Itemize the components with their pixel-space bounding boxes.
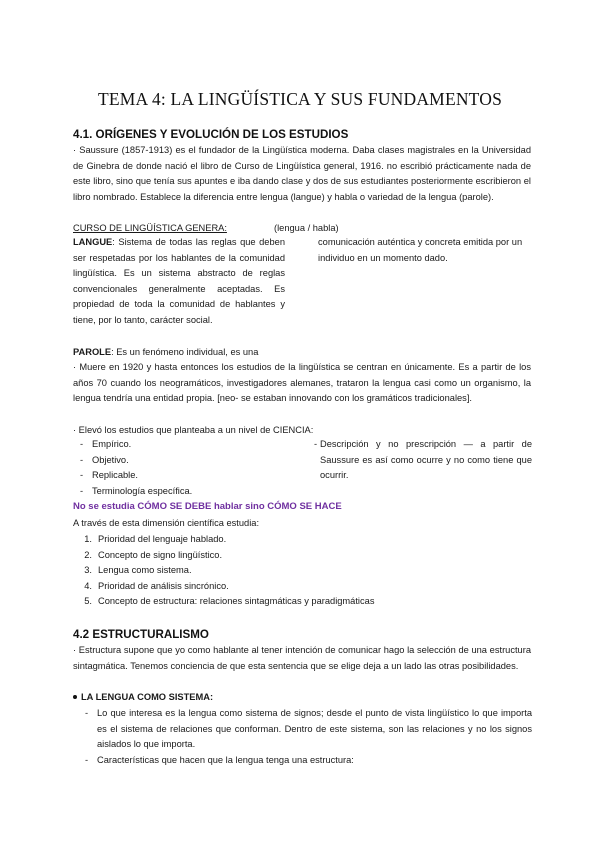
langue-text: : Sistema de todas las reglas que deben ser respetadas por los hablantes de la comunidad lingüística. Es un sistema abstracto de reglas convencionales generalmente aceptadas. Es propiedad de toda la comunidad de hablantes y tiene, por lo tanto, carácter social.	[73, 237, 285, 325]
bullet-icon	[73, 695, 77, 699]
saussure-death-paragraph: · Muere en 1920 y hasta entonces los estudios de la lingüística se centran en únicamente. Es a partir de los años 70 cuando los neogramáticos, investigadores alemanes, trataron la lengua casi como un organismo, la lengua tendría una entidad propia. [neo- se estaban innovando con los gramáticos tradicionales].	[73, 362, 531, 404]
list-item: 4. Prioridad de análisis sincrónico.	[84, 580, 229, 591]
science-criteria-list	[80, 437, 300, 499]
purple-note: No se estudia CÓMO SE DEBE hablar sino CÓMO SE HACE	[73, 501, 342, 512]
langue-term: LANGUE	[73, 237, 113, 247]
curso-label: CURSO DE LINGÜÍSTICA GENERA:	[73, 223, 227, 233]
list-item: - Empírico.	[80, 439, 132, 449]
curso-pair: (lengua / habla)	[274, 223, 339, 233]
system-sublist	[85, 706, 532, 768]
structuralism-intro: · Estructura supone que yo como hablante al tener intención de comunicar hago la selección de una estructura sintagmática. Tenemos conciencia de que esta sentencia que se elige deja a un lado las otras posibilidades.	[73, 645, 531, 671]
dimension-intro: A través de esta dimensión científica estudia:	[73, 518, 260, 528]
bullet-heading: LA LENGUA COMO SISTEMA:	[73, 690, 213, 706]
list-item: - Objetivo.	[80, 454, 129, 465]
saussure-intro-paragraph: · Saussure (1857-1913) es el fundador de la Lingüística moderna. Daba clases magistrales en la Universidad de Ginebra de donde nació el libro de Curso de Lingüística general, 1916. no escribió prácticamente nada de este libro, sino que tenía sus apuntes e iba dando clase y dos de sus estudiantes posteriormente escribieron el libro nombrado. Establece la diferencia entre lengua (langue) y habla o variedad de la lengua (parole).	[73, 145, 531, 202]
parole-continuation: comunicación auténtica y concreta emitida por un individuo en un momento dado.	[318, 237, 523, 263]
section-heading-origins: 4.1. ORÍGENES Y EVOLUCIÓN DE LOS ESTUDIOS	[73, 128, 349, 141]
list-item: - Replicable.	[80, 470, 138, 481]
list-item: 2. Concepto de signo lingüístico.	[84, 549, 223, 560]
list-item: 3. Lengua como sistema.	[84, 565, 192, 576]
dimension-list	[73, 532, 374, 610]
document-title: TEMA 4: LA LINGÜÍSTICA Y SUS FUNDAMENTOS	[97, 89, 503, 109]
science-intro: · Elevó los estudios que planteaba a un nivel de CIENCIA:	[73, 425, 314, 435]
parole-term: PAROLE	[73, 347, 112, 357]
list-item: 1. Prioridad del lenguaje hablado.	[84, 534, 227, 544]
science-criteria-right: - Descripción y no prescripción — a partir de Saussure es así como ocurre y no como tiene que ocurrir.	[314, 439, 532, 481]
langue-definition	[73, 235, 285, 329]
list-item: - Características que hacen que la lengua tenga una estructura:	[85, 754, 354, 765]
parole-text: : Es un fenómeno individual, es una	[111, 347, 259, 357]
list-item: - Lo que interesa es la lengua como sistema de signos; desde el punto de vista lingüístico lo que importa es el sistema de relaciones que conforman. Dentro de este sistema, son las relaciones y no los signos aislados lo que importa.	[85, 708, 532, 750]
list-item: - Terminología específica.	[80, 485, 193, 496]
list-item: 5. Concepto de estructura: relaciones sintagmáticas y paradigmáticas	[84, 596, 375, 607]
section-heading-structuralism: 4.2 ESTRUCTURALISMO	[73, 628, 209, 641]
parole-definition	[73, 345, 285, 361]
